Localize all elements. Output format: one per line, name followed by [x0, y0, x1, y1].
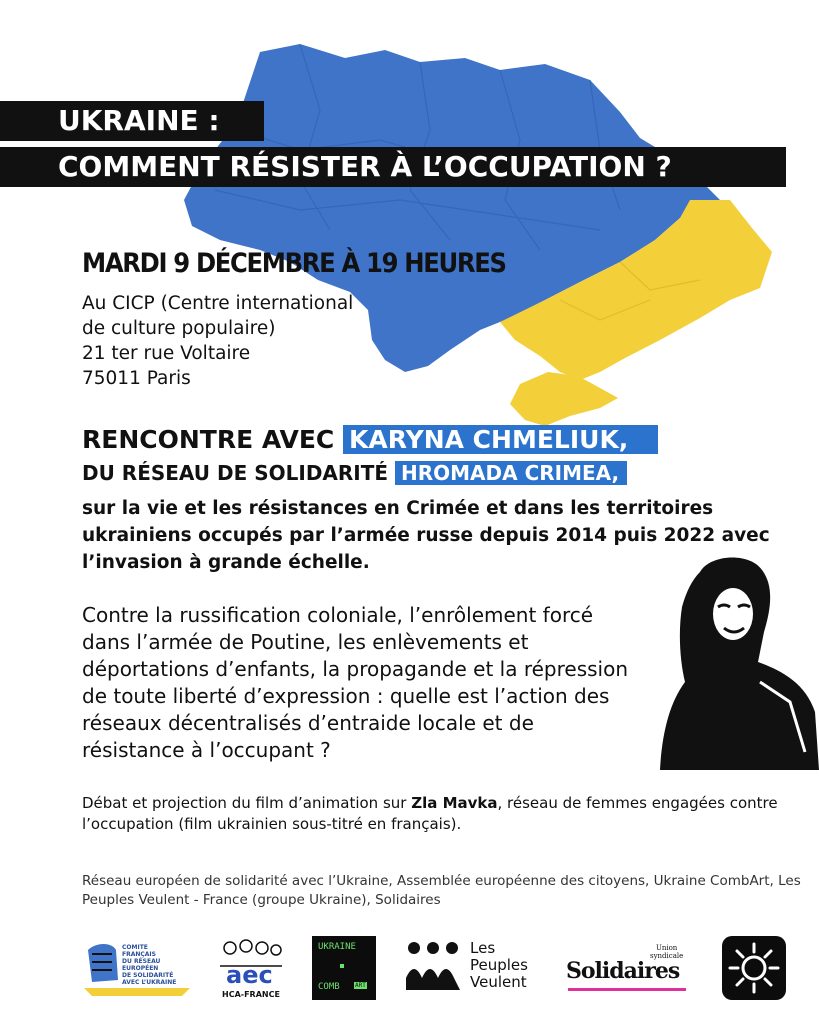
venue-line: Au CICP (Centre international — [82, 293, 354, 314]
body-paragraph: Contre la russification coloniale, l’enrôlement forcé dans l’armée de Poutine, les enlèvements et déportations d’enfants, la propagande et la répression de toute liberté d’expression : quelle est l’action des réseaux décentralisés d’entraide locale et de résistance à l’occupant ? — [82, 603, 628, 762]
ukraine-map — [0, 0, 819, 470]
logo-combart-tag: ART — [355, 982, 366, 989]
debate-suffix: , réseau de femmes engagées contre l’occupation (film ukrainien sous-titré en français). — [82, 794, 778, 833]
logo-aec — [218, 938, 284, 1002]
lead-paragraph: sur la vie et les résistances en Crimée et dans les territoires ukrainiens occupés par l’armée russe depuis 2014 puis 2022 avec l’invasion à grande échelle. — [82, 498, 770, 573]
logo-text: EUROPÉEN — [122, 965, 159, 972]
logo-combart — [312, 936, 376, 1000]
meeting-line-1 — [82, 422, 658, 458]
logo-text: DU RÉSEAU — [122, 958, 161, 965]
venue-address — [82, 291, 353, 391]
logo-text: Union — [655, 944, 678, 952]
title-line-1: UKRAINE : — [0, 101, 264, 141]
peuples-icon — [404, 938, 462, 994]
partners-list: Réseau européen de solidarité avec l’Ukraine, Assemblée européenne des citoyens, Ukraine CombArt, Les Peuples Veulent - France (groupe Ukraine), Solidaires — [82, 873, 801, 908]
logo-underline — [568, 988, 686, 991]
logo-combart-bottom: COMB — [318, 982, 340, 992]
network-name: HROMADA CRIMEA, — [395, 461, 627, 485]
logo-solidaires — [566, 944, 690, 1000]
logo-text: Peuples — [470, 956, 528, 974]
logo-sun — [722, 936, 786, 1000]
logo-aec-sub: HCA-FRANCE — [222, 990, 280, 999]
meeting-prefix: RENCONTRE AVEC — [82, 425, 343, 454]
film-title: Zla Mavka — [411, 794, 498, 812]
event-date: MARDI 9 DÉCEMBRE À 19 HEURES — [82, 248, 506, 279]
debate-prefix: Débat et projection du film d’animation sur — [82, 794, 412, 812]
partner-logos — [0, 930, 819, 1010]
logo-solidaires-text: Solidaires — [566, 958, 680, 984]
logo-text: Veulent — [470, 973, 527, 991]
title-line-2: COMMENT RÉSISTER À L’OCCUPATION ? — [0, 147, 786, 187]
logo-combart-dot — [340, 964, 344, 968]
venue-line: 75011 Paris — [82, 368, 191, 389]
logo-text: AVEC L’UKRAINE — [122, 979, 177, 986]
portrait-photo — [640, 552, 819, 770]
logo-text: COMITE — [122, 944, 148, 951]
meeting-line-2 — [82, 458, 627, 488]
logo-reseau-europeen — [82, 940, 192, 998]
venue-line: 21 ter rue Voltaire — [82, 343, 251, 364]
sun-icon — [722, 936, 786, 1000]
venue-line: de culture populaire) — [82, 318, 276, 339]
logo-text: syndicale — [650, 952, 684, 960]
debate-text — [82, 793, 802, 835]
speaker-name: KARYNA CHMELIUK, — [343, 425, 658, 454]
logo-text: FRANÇAIS — [122, 951, 156, 958]
network-prefix: DU RÉSEAU DE SOLIDARITÉ — [82, 461, 396, 485]
logo-aec-text: aec — [226, 961, 273, 989]
logo-peuples-veulent — [404, 938, 544, 1002]
logo-text: DE SOLIDARITÉ — [122, 972, 174, 979]
logo-text: Les — [470, 939, 496, 957]
logo-combart-top: UKRAINE — [318, 942, 356, 952]
